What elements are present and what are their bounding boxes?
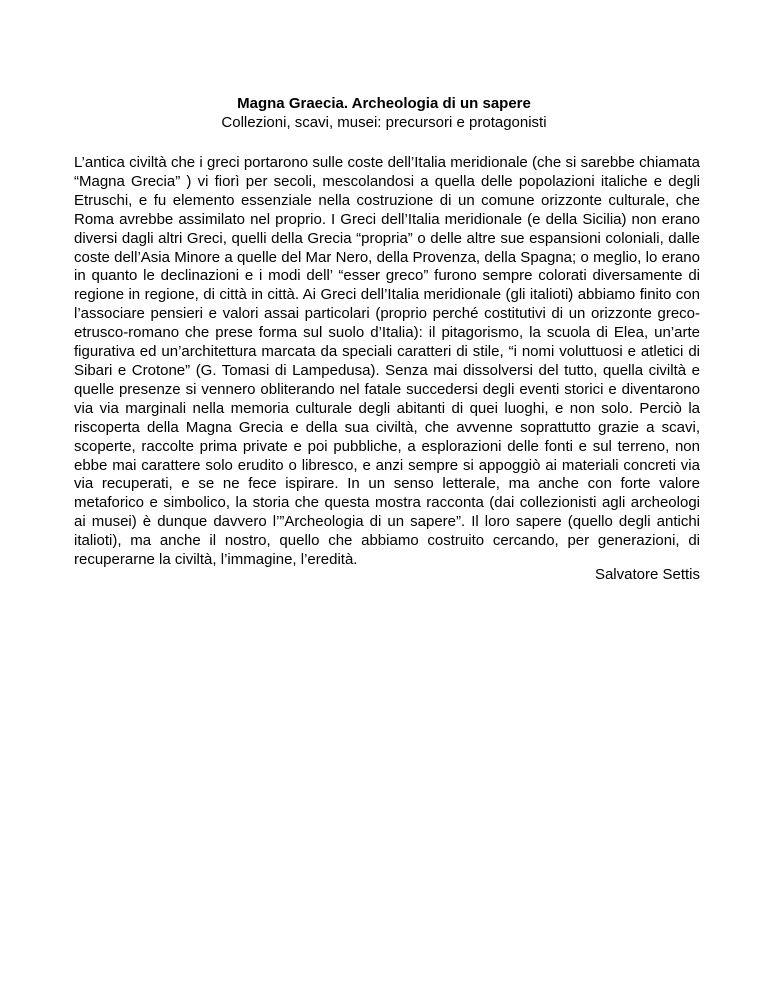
document-subtitle: Collezioni, scavi, musei: precursori e protagonisti	[221, 114, 547, 131]
document-heading	[0, 94, 768, 132]
body-paragraph: L’antica civiltà che i greci portarono sulle coste dell’Italia meridionale (che si sarebbe chiamata “Magna Grecia” ) vi fiorì per secoli, mescolandosi a quella delle popolazioni italiche e degli Etruschi, e fu elemento essenziale nella costruzione di un comune orizzonte culturale, che Roma avrebbe assimilato nel proprio. I Greci dell’Italia meridionale (e della Sicilia) non erano diversi dagli altri Greci, quelli della Grecia “propria” o delle altre sue espansioni coloniali, dalle coste dell’Asia Minore a quelle del Mar Nero, della Provenza, della Spagna; o meglio, lo erano in quanto le declinazioni e i modi dell’ “esser greco” furono sempre colorati diversamente di regione in regione, di città in città. Ai Greci dell’Italia meridionale (gli italioti) abbiamo finito con l’associare pensieri e valori assai particolari (proprio perché costitutivi di un orizzonte greco-etrusco-romano che prese forma sul suolo d’Italia): il pitagorismo, la scuola di Elea, un’arte figurativa ed un’architettura marcata da speciali caratteri di stile, “i nomi voluttuosi e atletici di Sibari e Crotone” (G. Tomasi di Lampedusa). Senza mai dissolversi del tutto, quella civiltà e quelle presenze si vennero obliterando nel fatale succedersi degli eventi storici e diventarono via via marginali nella memoria culturale degli abitanti di quei luoghi, e non solo. Perciò la riscoperta della Magna Grecia e della sua civiltà, che avvenne soprattutto grazie a scavi, scoperte, raccolte prima private e poi pubbliche, a esplorazioni delle fonti e sul terreno, non ebbe mai carattere solo erudito o libresco, e anzi sempre si appoggiò ai materiali concreti via via recuperati, e se ne fece ispirare. In un senso letterale, ma anche con forte valore metaforico e simbolico, la storia che questa mostra racconta (dai collezionisti agli archeologi ai musei) è dunque davvero l’”Archeologia di un sapere”. Il loro sapere (quello degli antichi italioti), ma anche il nostro, quello che abbiamo costruito cercando, per generazioni, di recuperarne la civiltà, l’immagine, l’eredità.	[74, 154, 700, 569]
document-title: Magna Graecia. Archeologia di un sapere	[237, 95, 531, 112]
author-signature: Salvatore Settis	[594, 566, 700, 583]
